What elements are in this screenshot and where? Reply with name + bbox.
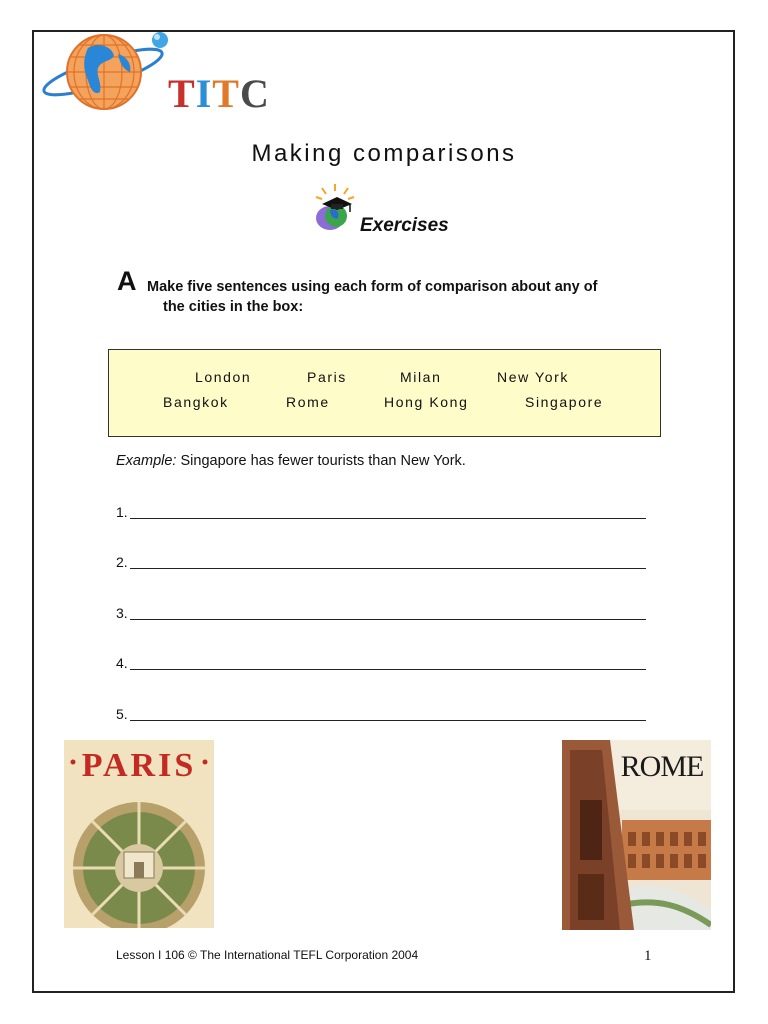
answer-number: 4. [116, 655, 128, 671]
answer-number: 5. [116, 706, 128, 722]
globe-logo-icon [40, 30, 170, 115]
footer-copyright: Lesson I 106 © The International TEFL Corporation 2004 [116, 948, 419, 962]
city-rome: Rome [286, 394, 330, 410]
page-title: Making comparisons [251, 140, 517, 167]
answer-rule [130, 720, 646, 721]
logo-letter-t1: T [168, 71, 196, 116]
city-milan: Milan [400, 369, 442, 385]
logo-letter-c: C [239, 71, 270, 116]
answer-line-4[interactable] [116, 655, 648, 675]
answer-rule [130, 568, 646, 569]
paris-poster-title: PARIS [81, 747, 197, 784]
answer-number: 3. [116, 605, 128, 621]
logo-letter-i: I [195, 71, 213, 116]
paris-poster-image [64, 740, 214, 928]
answer-rule [130, 619, 646, 620]
city-bangkok: Bangkok [163, 394, 229, 410]
example-sentence [116, 453, 466, 469]
city-paris: Paris [307, 369, 347, 385]
answer-line-5[interactable] [116, 706, 648, 726]
city-singapore: Singapore [525, 394, 604, 410]
section-letter: A [117, 266, 137, 296]
answer-number: 2. [116, 554, 128, 570]
logo-letter-t2: T [212, 71, 240, 116]
answer-line-1[interactable] [116, 504, 648, 524]
page-number: 1 [644, 948, 652, 964]
city-london: London [195, 369, 252, 385]
answer-rule [130, 669, 646, 670]
graduation-globe-icon [312, 182, 358, 234]
instruction-line-1: Make five sentences using each form of comparison about any of [147, 279, 598, 295]
answer-rule [130, 518, 646, 519]
instruction-line-2: the cities in the box: [163, 299, 304, 315]
rome-poster-image [562, 740, 711, 930]
exercises-heading: Exercises [360, 215, 449, 236]
city-hong-kong: Hong Kong [384, 394, 469, 410]
example-text: Singapore has fewer tourists than New York. [176, 453, 466, 469]
example-label: Example: [116, 453, 177, 469]
answer-number: 1. [116, 504, 128, 520]
city-box [108, 349, 661, 437]
logo-wordmark [168, 71, 270, 116]
answer-line-3[interactable] [116, 605, 648, 625]
answer-line-2[interactable] [116, 554, 648, 574]
rome-poster-title: ROME [620, 750, 704, 783]
city-new-york: New York [497, 369, 569, 385]
